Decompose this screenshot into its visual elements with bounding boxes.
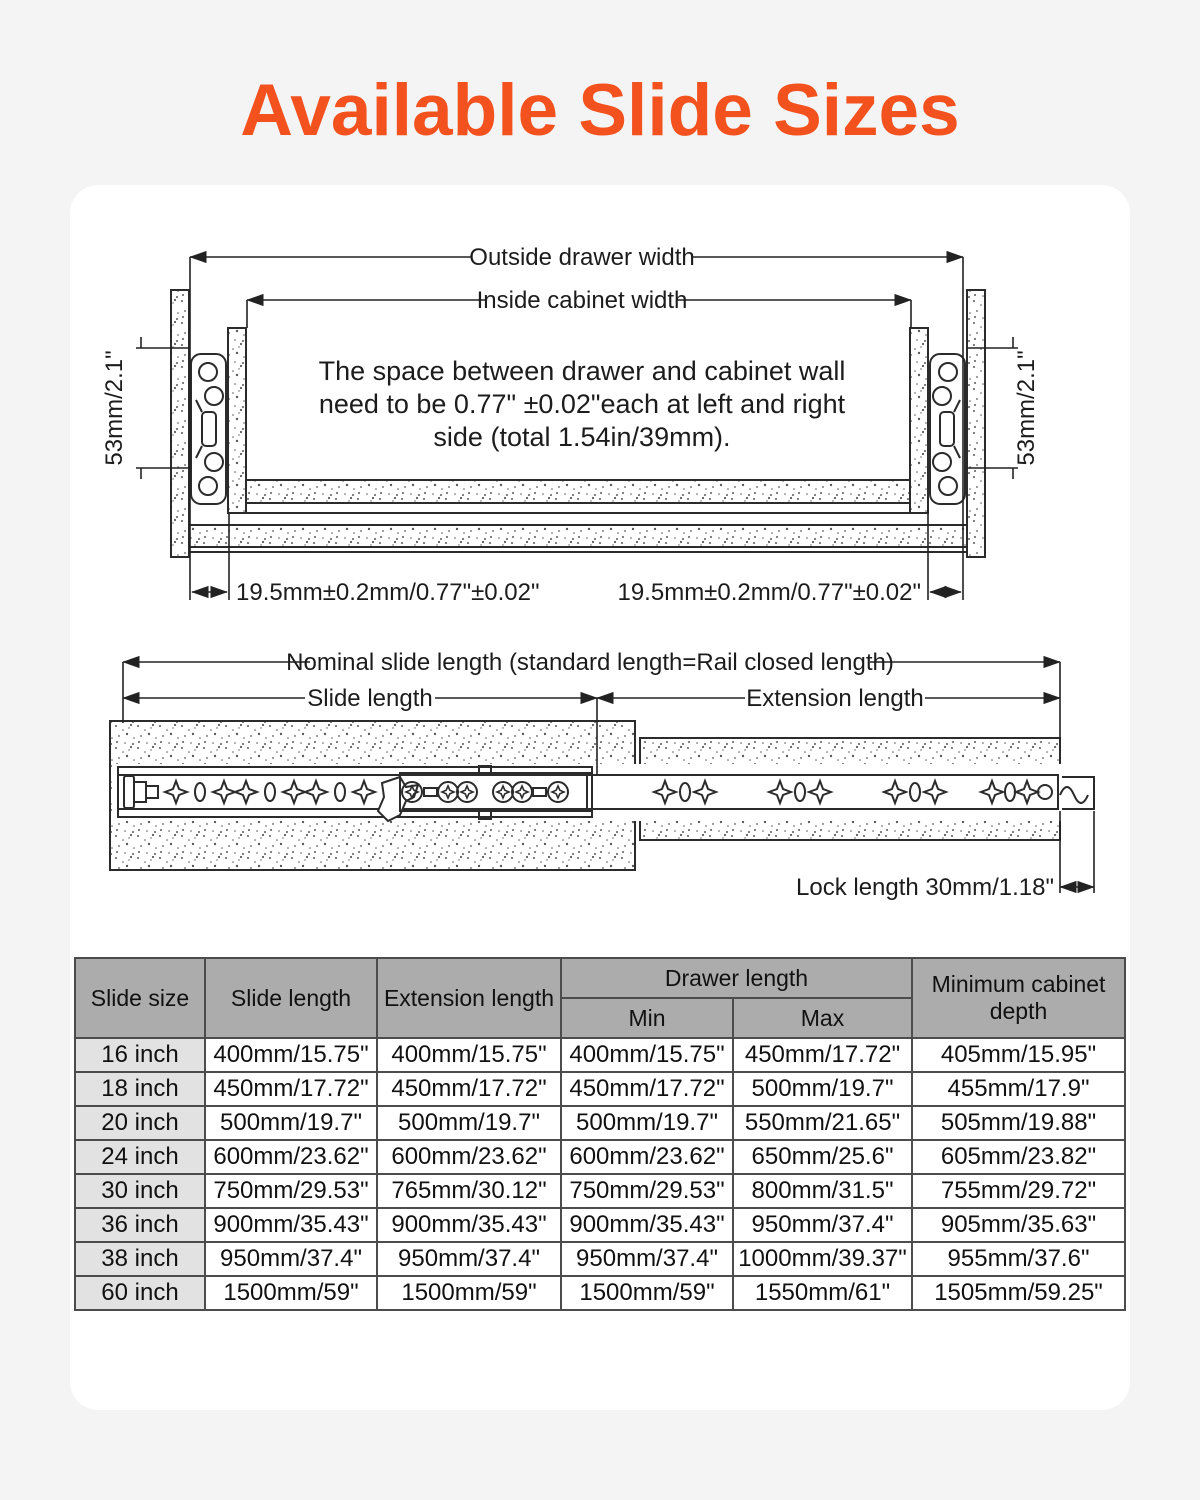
dimension-gap-right: [928, 510, 961, 600]
table-cell: 550mm/21.65": [733, 1106, 912, 1140]
slide-length-label: Slide length: [307, 685, 433, 712]
table-cell: 500mm/19.7": [561, 1106, 733, 1140]
table-cell: 1500mm/59": [377, 1276, 561, 1310]
page-title: Available Slide Sizes: [240, 70, 960, 151]
table-row: [75, 1140, 1125, 1174]
slide-height-left-label: 53mm/2.1": [101, 350, 128, 466]
table-cell: 1505mm/59.25": [912, 1276, 1125, 1310]
table-cell: 600mm/23.62": [377, 1140, 561, 1174]
gap-right-label: 19.5mm±0.2mm/0.77"±0.02": [617, 579, 921, 606]
slide-height-right-label: 53mm/2.1": [1013, 350, 1040, 466]
table-cell: 505mm/19.88": [912, 1106, 1125, 1140]
inside-cabinet-width-label: Inside cabinet width: [476, 287, 688, 314]
content-card: [70, 185, 1130, 1410]
table-cell: 500mm/19.7": [205, 1106, 377, 1140]
table-cell: 450mm/17.72": [733, 1038, 912, 1072]
table-cell: 900mm/35.43": [205, 1208, 377, 1242]
table-cell: 650mm/25.6": [733, 1140, 912, 1174]
slide-size-cell: 38 inch: [75, 1242, 205, 1276]
table-cell: 1550mm/61": [733, 1276, 912, 1310]
table-cell: 800mm/31.5": [733, 1174, 912, 1208]
table-cell: 400mm/15.75": [561, 1038, 733, 1072]
table-cell: 400mm/15.75": [205, 1038, 377, 1072]
table-row: [75, 1038, 1125, 1072]
table-cell: 1000mm/39.37": [733, 1242, 912, 1276]
clearance-note-line2: need to be 0.77" ±0.02"each at left and right: [318, 389, 846, 419]
table-cell: 405mm/15.95": [912, 1038, 1125, 1072]
slide-size-cell: 20 inch: [75, 1106, 205, 1140]
table-cell: 455mm/17.9": [912, 1072, 1125, 1106]
table-cell: 605mm/23.82": [912, 1140, 1125, 1174]
header-drawer-max: Max: [733, 998, 912, 1038]
table-cell: 750mm/29.53": [205, 1174, 377, 1208]
slide-profile-left: [191, 354, 226, 504]
table-cell: 750mm/29.53": [561, 1174, 733, 1208]
table-cell: 600mm/23.62": [561, 1140, 733, 1174]
header-drawer-min: Min: [561, 998, 733, 1038]
table-row: [75, 1242, 1125, 1276]
table-cell: 400mm/15.75": [377, 1038, 561, 1072]
table-cell: 950mm/37.4": [561, 1242, 733, 1276]
slide-profile-right: [930, 354, 965, 504]
table-cell: 950mm/37.4": [377, 1242, 561, 1276]
lock-end-break: [1060, 777, 1094, 809]
header-slide-size: Slide size: [75, 958, 205, 1038]
header-slide-length: Slide length: [205, 958, 377, 1038]
slide-size-cell: 60 inch: [75, 1276, 205, 1310]
table-row: [75, 1072, 1125, 1106]
slide-size-cell: 36 inch: [75, 1208, 205, 1242]
gap-left-label: 19.5mm±0.2mm/0.77"±0.02": [236, 579, 540, 606]
table-cell: 500mm/19.7": [377, 1106, 561, 1140]
header-drawer-length: Drawer length: [561, 958, 912, 998]
table-cell: 1500mm/59": [205, 1276, 377, 1310]
table-cell: 900mm/35.43": [561, 1208, 733, 1242]
table-cell: 1500mm/59": [561, 1276, 733, 1310]
table-cell: 500mm/19.7": [733, 1072, 912, 1106]
table-cell: 950mm/37.4": [733, 1208, 912, 1242]
header-min-cabinet-depth: Minimum cabinet depth: [912, 958, 1125, 1038]
table-cell: 955mm/37.6": [912, 1242, 1125, 1276]
table-cell: 900mm/35.43": [377, 1208, 561, 1242]
table-row: [75, 1208, 1125, 1242]
table-cell: 755mm/29.72": [912, 1174, 1125, 1208]
table-cell: 450mm/17.72": [205, 1072, 377, 1106]
table-cell: 600mm/23.62": [205, 1140, 377, 1174]
clearance-note-line1: The space between drawer and cabinet wall: [318, 356, 846, 386]
slide-size-cell: 30 inch: [75, 1174, 205, 1208]
clearance-note-line3: side (total 1.54in/39mm).: [433, 422, 731, 452]
extension-length-label: Extension length: [746, 685, 924, 712]
table-cell: 765mm/30.12": [377, 1174, 561, 1208]
slide-size-cell: 16 inch: [75, 1038, 205, 1072]
header-extension-length: Extension length: [377, 958, 561, 1038]
clearance-note: [319, 356, 846, 452]
table-row: [75, 1106, 1125, 1140]
slide-size-cell: 24 inch: [75, 1140, 205, 1174]
dimension-lock-length: [1060, 811, 1094, 893]
table-cell: 450mm/17.72": [377, 1072, 561, 1106]
outside-drawer-width-label: Outside drawer width: [469, 244, 695, 271]
slide-sizes-table: [74, 957, 1126, 1311]
table-cell: 905mm/35.63": [912, 1208, 1125, 1242]
table-cell: 450mm/17.72": [561, 1072, 733, 1106]
slide-size-cell: 18 inch: [75, 1072, 205, 1106]
nominal-length-label: Nominal slide length (standard length=Rail closed length): [286, 649, 894, 676]
table-row: [75, 1276, 1125, 1310]
table-cell: 950mm/37.4": [205, 1242, 377, 1276]
slide-length-diagram: [70, 635, 1130, 915]
table-header: [75, 958, 1125, 1038]
drawer-cross-section-diagram: [70, 210, 1130, 630]
lock-length-label: Lock length 30mm/1.18": [796, 874, 1054, 901]
table-row: [75, 1174, 1125, 1208]
